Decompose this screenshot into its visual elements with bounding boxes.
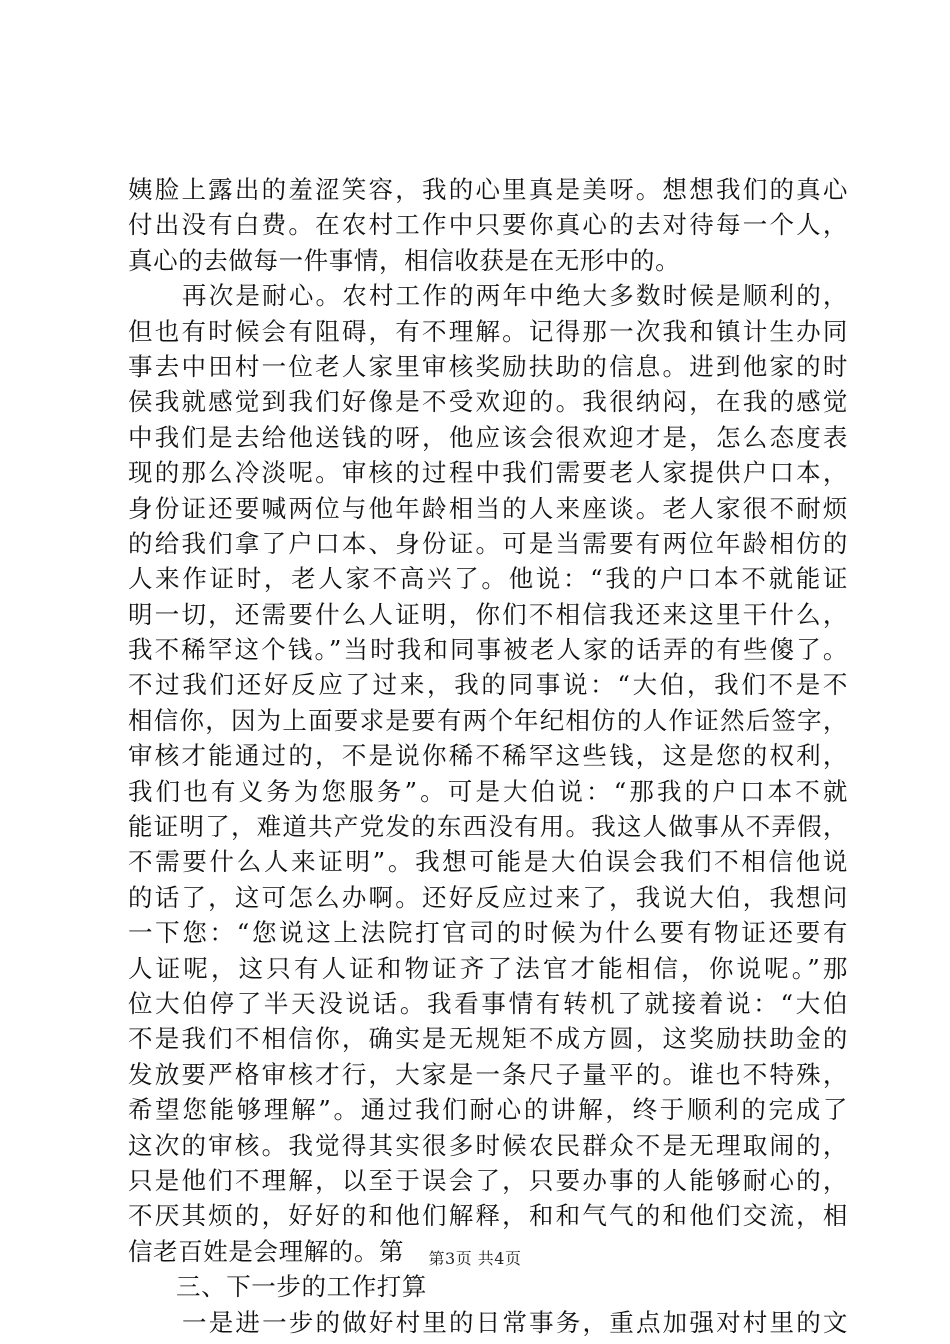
text-line: 不需要什么人来证明”。我想可能是大伯误会我们不相信他说: [128, 847, 848, 877]
text-line: 信老百姓是会理解的。第: [128, 1236, 405, 1266]
text-line: 中我们是去给他送钱的呀，他应该会很欢迎才是，怎么态度表: [128, 422, 848, 452]
text-line: 不厌其烦的，好好的和他们解释，和和气气的和他们交流，相: [128, 1201, 848, 1231]
text-line: 相信你，因为上面要求是要有两个年纪相仿的人作证然后签字，: [128, 705, 848, 735]
text-line: 发放要严格审核才行，大家是一条尺子量平的。谁也不特殊，: [128, 1059, 848, 1089]
text-line: 但也有时候会有阻碍，有不理解。记得那一次我和镇计生办同: [128, 316, 848, 346]
page-number-footer: 第3页 共4页: [428, 1249, 522, 1268]
text-line: 的给我们拿了户口本、身份证。可是当需要有两位年龄相仿的: [128, 528, 848, 558]
section-heading: 三、下一步的工作打算: [176, 1272, 427, 1302]
text-line: 明一切，还需要什么人证明，你们不相信我还来这里干什么，: [128, 599, 848, 629]
text-line: 的话了，这可怎么办啊。还好反应过来了，我说大伯，我想问: [128, 882, 848, 912]
text-line: 不过我们还好反应了过来，我的同事说：“大伯，我们不是不: [128, 670, 848, 700]
text-line: 一下您：“您说这上法院打官司的时候为什么要有物证还要有: [128, 918, 848, 948]
text-line: 姨脸上露出的羞涩笑容，我的心里真是美呀。想想我们的真心: [128, 175, 848, 204]
text-line: 这次的审核。我觉得其实很多时候农民群众不是无理取闹的，: [128, 1130, 848, 1160]
text-line: 身份证还要喊两位与他年龄相当的人来座谈。老人家很不耐烦: [128, 493, 848, 523]
text-line: 只是他们不理解，以至于误会了，只要办事的人能够耐心的，: [128, 1165, 848, 1195]
document-body: [128, 172, 848, 1340]
text-line: 现的那么冷淡呢。审核的过程中我们需要老人家提供户口本，: [128, 458, 848, 488]
text-line: 人证呢，这只有人证和物证齐了法官才能相信，你说呢。”那: [128, 953, 848, 983]
text-line: 不是我们不相信你，确实是无规矩不成方圆，这奖励扶助金的: [128, 1024, 848, 1054]
paragraph-start-line: 一是进一步的做好村里的日常事务，重点加强对村里的文: [182, 1307, 848, 1337]
text-line: 付出没有白费。在农村工作中只要你真心的去对待每一个人，: [128, 210, 848, 240]
text-line: 侯我就感觉到我们好像是不受欢迎的。我很纳闷，在我的感觉: [128, 387, 848, 417]
text-line: 审核才能通过的，不是说你稀不稀罕这些钱，这是您的权利，: [128, 741, 848, 771]
text-line: 我们也有义务为您服务”。可是大伯说：“那我的户口本不就: [128, 776, 848, 806]
text-line: 真心的去做每一件事情，相信收获是在无形中的。: [128, 245, 681, 275]
text-line: 事去中田村一位老人家里审核奖励扶助的信息。进到他家的时: [128, 351, 848, 381]
text-line: 我不稀罕这个钱。”当时我和同事被老人家的话弄的有些傻了。: [128, 635, 848, 665]
text-line: 人来作证时，老人家不高兴了。他说：“我的户口本不就能证: [128, 564, 848, 594]
paragraph-start-line: 再次是耐心。农村工作的两年中绝大多数时候是顺利的，: [182, 281, 848, 311]
text-line: 希望您能够理解”。通过我们耐心的讲解，终于顺利的完成了: [128, 1095, 848, 1125]
text-line: 位大伯停了半天没说话。我看事情有转机了就接着说：“大伯: [128, 988, 848, 1018]
text-line: 能证明了，难道共产党发的东西没有用。我这人做事从不弄假，: [128, 812, 848, 842]
